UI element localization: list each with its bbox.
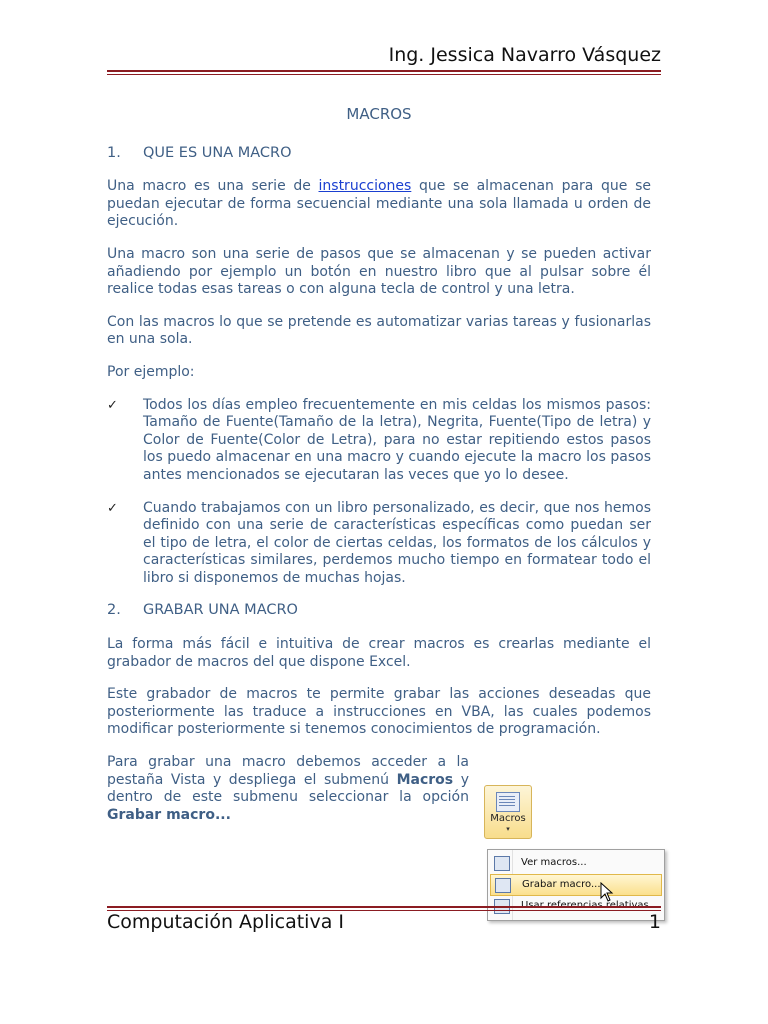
menu-item-grabar-macro[interactable] [490, 874, 662, 896]
section-number: 2. [107, 602, 121, 619]
page-number: 1 [648, 911, 661, 933]
section-number: 1. [107, 144, 121, 161]
text-run: Para grabar una macro debemos acceder a la pestaña Vista y despliega el submenú [107, 754, 469, 788]
header-rule [107, 70, 661, 72]
check-icon: ✓ [107, 397, 118, 413]
header-rule-thin [107, 74, 661, 75]
section-title: GRABAR UNA MACRO [143, 602, 298, 619]
paragraph: Con las macros lo que se pretende es automatizar varias tareas y fusionarlas en una sola. [107, 313, 651, 348]
list-item-text: Todos los días empleo frecuentemente en mis celdas los mismos pasos: Tamaño de Fuente(Tamaño de la letra), Negrita, Fuente(Tipo de letra) y Color de Fuente(Color de Letra), para no estar repitiendo estos pasos los puedo almacenar en una macro y cuando ejecute la macro los pasos antes mencionados se ejecutaran las veces que yo lo desee. [143, 396, 651, 483]
paragraph [107, 178, 651, 231]
mouse-cursor-icon [600, 882, 614, 902]
menu-item-label: Grabar macro... [522, 879, 601, 890]
macros-ribbon-button[interactable] [484, 785, 532, 839]
paragraph: La forma más fácil e intuitiva de crear macros es crearlas mediante el grabador de macros del que dispone Excel. [107, 636, 651, 670]
record-macro-icon [495, 878, 511, 893]
document-body [107, 106, 651, 839]
section-heading-2 [107, 602, 651, 620]
paragraph: Por ejemplo: [107, 363, 195, 380]
paragraph: Este grabador de macros te permite grabar las acciones deseadas que posteriormente las traduce a instrucciones en VBA, las cuales podemos modificar posteriormente si tenemos conocimientos de programación. [107, 686, 651, 738]
footer-rule [107, 906, 661, 908]
check-list [107, 397, 651, 588]
list-item-text: Cuando trabajamos con un libro personalizado, es decir, que nos hemos definido con una serie de características específicas como puedan ser el tipo de letra, el color de ciertas celdas, los formatos de los cálculos y características similares, perdemos mucho tiempo en formatear todo el libro si disponemos de muchas hojas. [143, 499, 651, 586]
paragraph: Una macro son una serie de pasos que se almacenan y se pueden activar añadiendo por ejemplo un botón en nuestro libro que al pulsar sobre él realice todas esas tareas o con alguna tecla de control y una letra. [107, 245, 651, 298]
footer-course: Computación Aplicativa I [107, 911, 344, 933]
section-title: QUE ES UNA MACRO [143, 144, 292, 161]
text-run: y dentro de este submenu seleccionar la opción [107, 771, 469, 806]
text-run: Una macro es una serie de [107, 178, 319, 195]
menu-item-ver-macros[interactable] [490, 853, 660, 873]
menu-item-label: Ver macros... [521, 857, 587, 868]
check-icon: ✓ [107, 500, 118, 516]
page-title: MACROS [346, 105, 412, 123]
list-item [107, 500, 651, 588]
bold-run: Grabar macro... [107, 806, 231, 823]
section-heading-1 [107, 145, 651, 163]
macros-label: Macros [490, 813, 526, 824]
paragraph [107, 754, 469, 824]
macros-icon [496, 792, 520, 812]
header-author: Ing. Jessica Navarro Vásquez [388, 44, 661, 66]
view-macros-icon [494, 856, 510, 871]
bold-run: Macros [396, 771, 454, 788]
text-run: que se almacenan para que se puedan ejecutar de forma secuencial mediante una sola llamada u orden de ejecución. [107, 178, 651, 230]
list-item [107, 397, 651, 485]
chevron-down-icon: ▾ [506, 825, 510, 833]
instrucciones-link[interactable]: instrucciones [318, 178, 412, 195]
